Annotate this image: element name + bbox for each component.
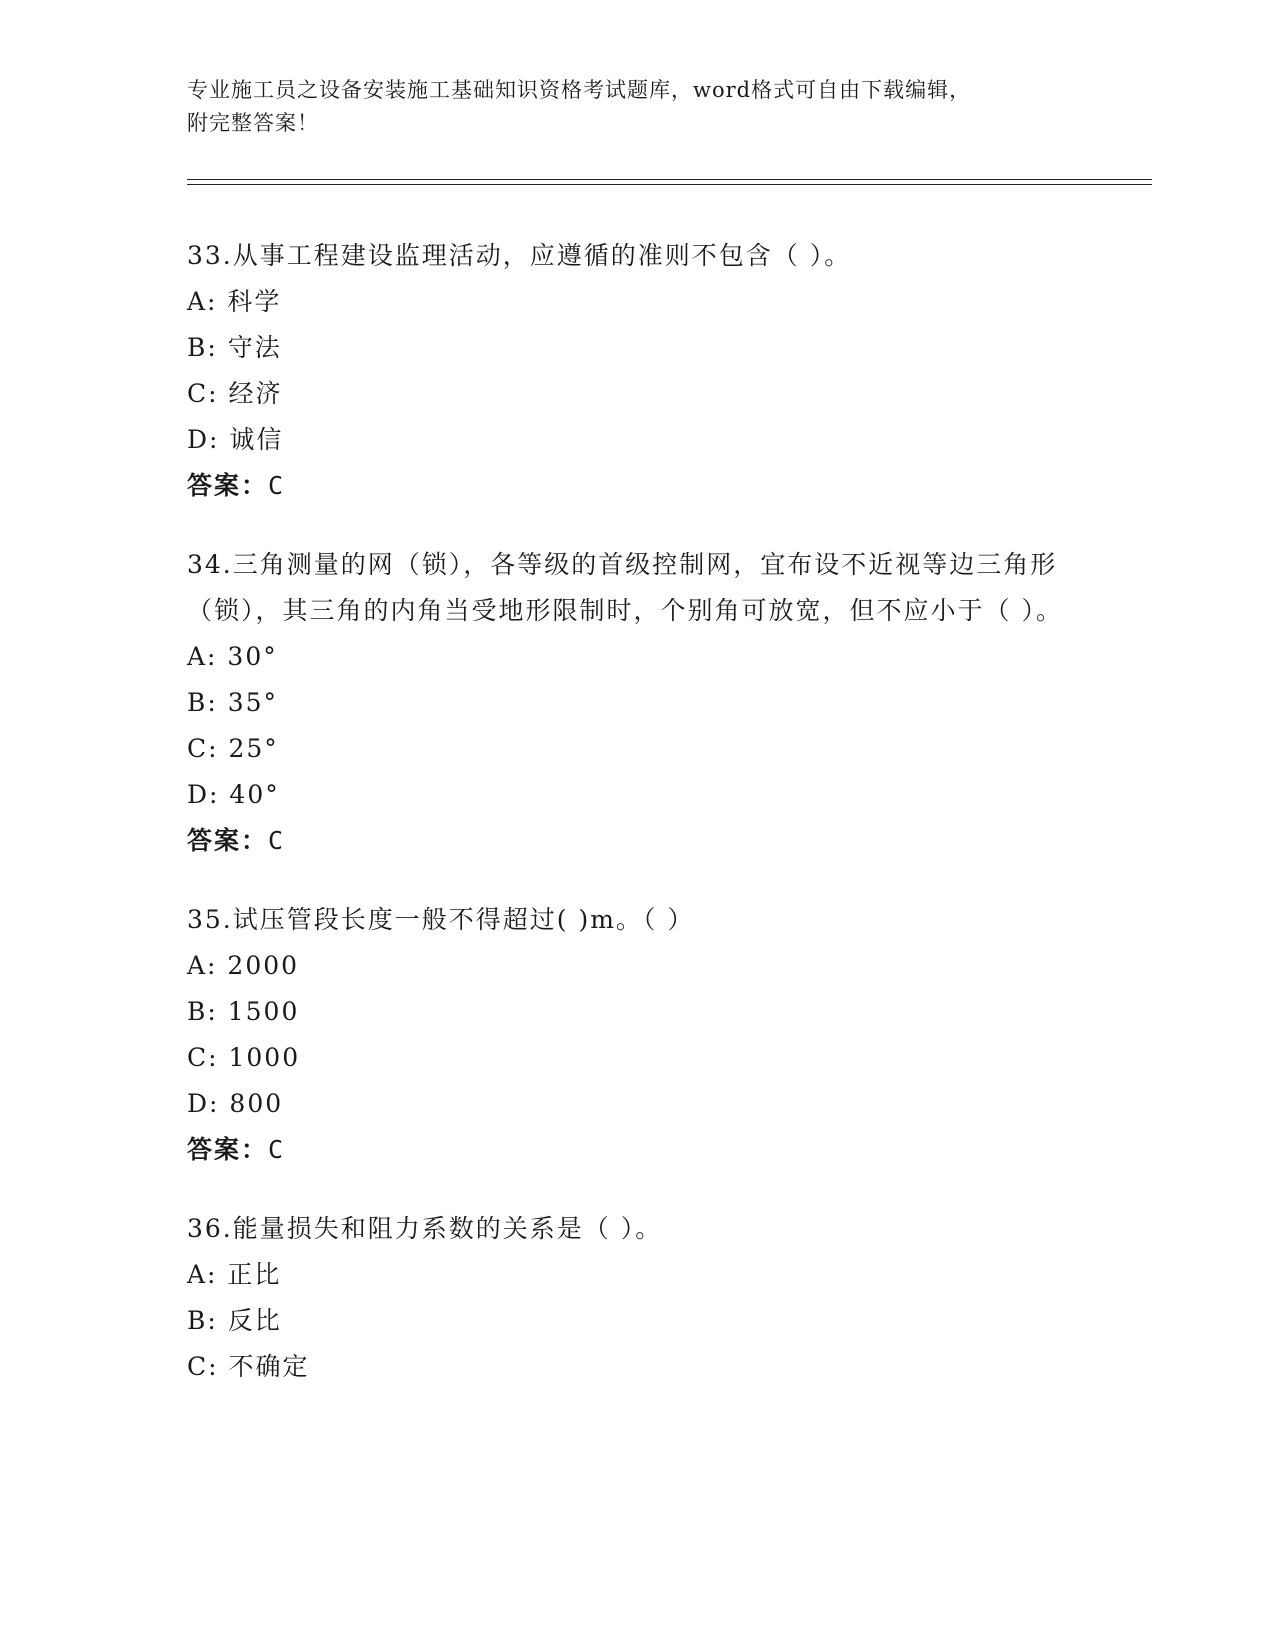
answer-option: A: 科学	[187, 287, 282, 316]
answer-option: C: 经济	[187, 379, 283, 408]
header-line-1: 专业施工员之设备安装施工基础知识资格考试题库，word格式可自由下载编辑，	[187, 78, 972, 102]
answer-option: C: 不确定	[187, 1352, 310, 1381]
answer-option: D: 诚信	[187, 425, 284, 454]
answer-line	[187, 463, 1107, 509]
answer-option: D: 40°	[187, 780, 280, 809]
answer-option: B: 守法	[187, 333, 282, 362]
answer-option: A: 2000	[187, 951, 300, 980]
header-line-2: 附完整答案！	[187, 111, 319, 135]
question-stem: 34.三角测量的网（锁），各等级的首级控制网，宜布设不近视等边三角形（锁），其三角的内角当受地形限制时，个别角可放宽，但不应小于（ ）。	[187, 550, 1063, 625]
question-block	[187, 897, 1107, 1173]
answer-option: A: 30°	[187, 642, 278, 671]
answer-value: C	[268, 1135, 286, 1164]
question-stem: 35.试压管段长度一般不得超过( )m。（ ）	[187, 905, 695, 934]
question-stem: 36.能量损失和阻力系数的关系是（ ）。	[187, 1214, 663, 1243]
question-block	[187, 233, 1107, 509]
document-header	[187, 74, 1087, 140]
question-list	[187, 233, 1107, 1423]
answer-line	[187, 1127, 1107, 1173]
question-block	[187, 542, 1107, 864]
answer-line	[187, 818, 1107, 864]
answer-value: C	[268, 471, 286, 500]
header-divider-top	[187, 179, 1152, 180]
answer-value: C	[268, 826, 286, 855]
answer-option: C: 1000	[187, 1043, 301, 1072]
answer-option: D: 800	[187, 1089, 284, 1118]
answer-option: A: 正比	[187, 1260, 282, 1289]
answer-option: B: 反比	[187, 1306, 282, 1335]
answer-option: B: 35°	[187, 688, 279, 717]
answer-label: 答案：	[187, 1135, 269, 1164]
answer-label: 答案：	[187, 826, 269, 855]
answer-option: C: 25°	[187, 734, 279, 763]
question-stem: 33.从事工程建设监理活动，应遵循的准则不包含（ ）。	[187, 241, 852, 270]
question-block	[187, 1206, 1107, 1390]
header-divider-bottom	[187, 184, 1152, 185]
answer-label: 答案：	[187, 471, 269, 500]
answer-option: B: 1500	[187, 997, 300, 1026]
